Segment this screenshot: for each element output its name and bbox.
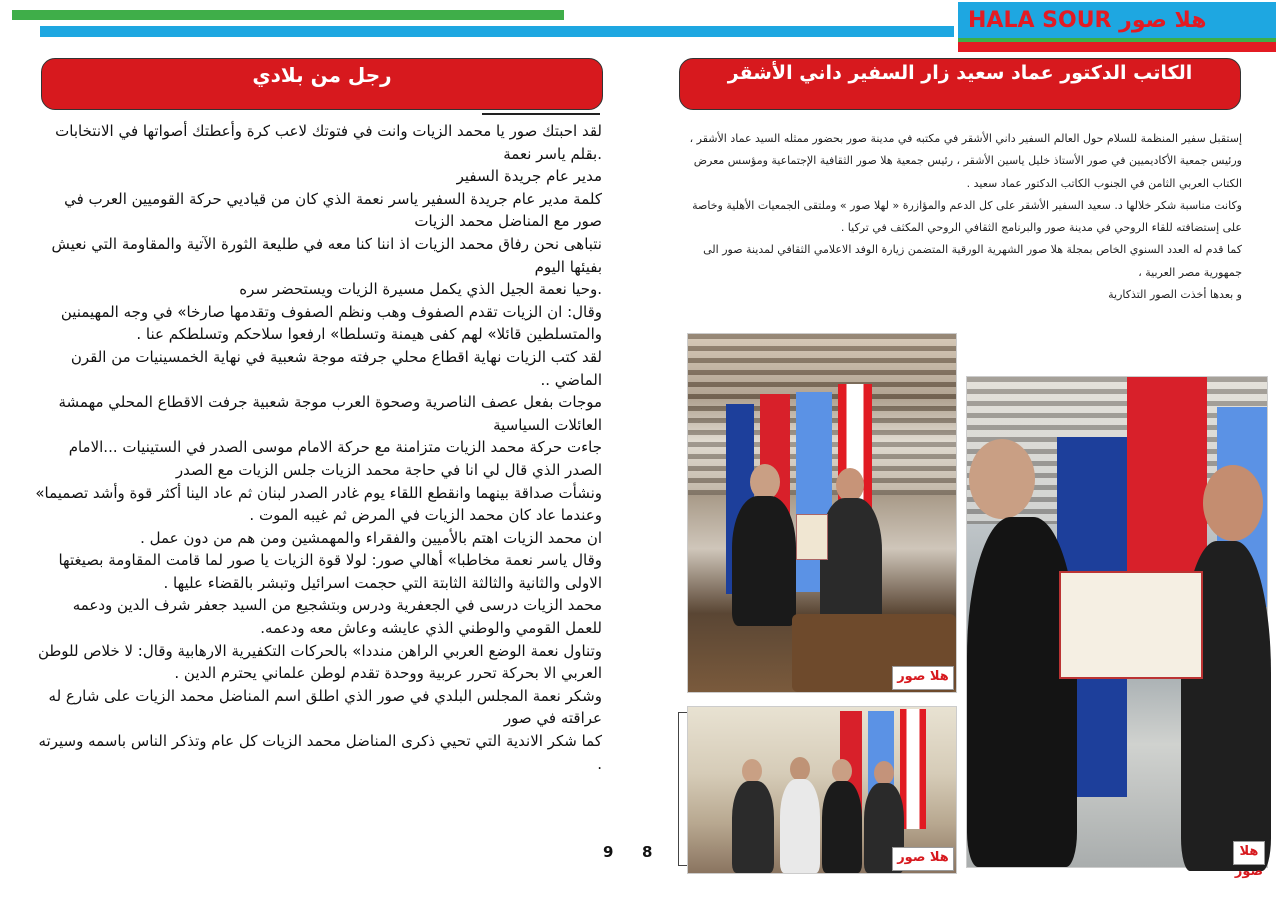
article-paragraph: كما قدم له العدد السنوي الخاص بمجلة هلا صور الشهرية الورقية المتضمن زيارة الوفد الاعلامي الثقافي لمدينة صور الى جمهورية مصر العربية ،	[703, 243, 1242, 279]
left-article-body	[34, 120, 602, 775]
article-paragraph: محمد الزيات درسى في الجعفرية ودرس وبتشجيع من السيد جعفر شرف الدين ودعمه للعمل القومي والوطني الذي عايشه وعاش معه ودعمه.	[72, 596, 602, 638]
magazine-icon	[1059, 571, 1203, 679]
right-article-body	[676, 128, 1242, 306]
person-body	[732, 496, 796, 626]
person-head	[836, 468, 864, 502]
page-number-left: 9	[603, 843, 614, 861]
photo-magazine-closeup	[966, 376, 1268, 879]
magazine-icon	[796, 514, 828, 560]
article-paragraph: نتباهى نحن رفاق محمد الزيات اذ اننا كنا معه في طليعة الثورة الآتية والمقاومة التي نعيش بفيئها اليوم	[51, 234, 602, 276]
article-paragraph: لقد كتب الزيات نهاية اقطاع محلي جرفته موجة شعبية في نهاية الخمسينيات من القرن الماضي ..	[70, 347, 602, 389]
article-paragraph: كما شكر الاندية التي تحيي ذكرى المناضل محمد الزيات كل عام وتذكر الناس باسمه وسيرته .	[38, 732, 602, 773]
person-head	[750, 464, 780, 500]
article-paragraph: كلمة مدير عام جريدة السفير ياسر نعمة الذي كان من قياديي حركة القوميين العرب في صور مع المناضل محمد الزيات	[64, 189, 602, 231]
lebanon-flag-icon	[900, 709, 926, 829]
person-head	[1203, 465, 1263, 541]
person-head	[874, 761, 894, 785]
left-article-title: رجل من بلادي	[41, 58, 603, 110]
right-article-title: الكاتب الدكتور عماد سعيد زار السفير داني الأشقر	[679, 58, 1241, 110]
hala-sour-logo: هلا صور	[892, 847, 954, 871]
article-paragraph: وتناول نعمة الوضع العربي الراهن منددا» بالحركات التكفيرية الارهابية وقال: لا خلاص للوطن العربي الا بحركة تحرر عربية ووحدة تقدم لوطن علماني يحترم الدين .	[37, 641, 602, 683]
article-paragraph: و بعدها أخذت الصور التذكارية	[1108, 288, 1242, 302]
blue-top-bar	[40, 26, 954, 37]
article-paragraph: وقال ياسر نعمة مخاطبا» أهالي صور: لولا قوة الزيات يا صور لما قامت المقاومة بصيغتها الاولى والثانية والثالثة الثابتة التي حجمت اسرائيل وتبشر بالقضاء عليها .	[58, 551, 602, 592]
article-paragraph: جاءت حركة محمد الزيات متزامنة مع حركة الامام موسى الصدر في الستينيات ...الامام الصدر الذي قال لي انا في حاجة محمد الزيات جلس الزيات مع الصدر	[68, 438, 602, 479]
article-paragraph: وشكر نعمة المجلس البلدي في صور الذي اطلق اسم المناضل محمد الزيات على شارع له عراقته في صور	[48, 686, 602, 728]
person-head	[790, 757, 810, 781]
article-paragraph: مدير عام جريدة السفير	[456, 167, 602, 186]
person-head	[742, 759, 762, 783]
article-paragraph: .بقلم ياسر نعمة	[503, 144, 602, 163]
person-body	[967, 517, 1077, 867]
left-title-underline	[482, 113, 600, 115]
article-paragraph: ونشأت صداقة بينهما وانقطع اللقاء يوم غادر الصدر لبنان ثم عاد الينا أكثر قوة وأشد تصميما» وعندما عاد كان محمد الزيات في المرض ثم غيبه الموت .	[35, 483, 602, 525]
person-head	[969, 439, 1035, 519]
article-paragraph: إستقبل سفير المنظمة للسلام حول العالم السفير داني الأشقر في مكتبه في مدينة صور بحضور ممثله السيد عماد الأشقر ، ورئيس جمعية الأكاديميين في صور الأستاذ خليل ياسين الأشقر ، رئيس جمعية هلا صور الثقافية الإجتماعية ومؤسس معرض الكتاب العربي الثامن في الجنوب الكاتب الدكتور عماد سعيد .	[689, 132, 1242, 190]
page-number-right: 8	[642, 843, 653, 861]
photo-handover-office	[687, 333, 957, 693]
photo-group	[687, 706, 957, 874]
article-paragraph: موجات بفعل عصف الناصرية وصحوة العرب موجة شعبية جرفت الاقطاع المحلي مهمشة العائلات السياسية	[58, 393, 602, 434]
person-body	[780, 779, 820, 873]
article-paragraph: وكانت مناسبة شكر خلالها د. سعيد السفير الأشقر على كل الدعم والمؤازرة « لهلا صور » وملتقى الجمعيات الأهلية وخاصة على إستضافته للقاء الروحي في مدينة صور والبرنامج الثقافي الروحي المكثف في تركيا .	[692, 198, 1242, 235]
hala-sour-logo: هلا صور	[892, 666, 954, 690]
article-paragraph: وقال: ان الزيات تقدم الصفوف وهب ونظم الصفوف وتقدمها صارخا» في وجه المهيمنين والمتسلطين قائلا» لهم كفى هيمنة وتسلطا» ارفعوا سلاحكم وتسلطكم عنا .	[60, 302, 602, 344]
article-paragraph: .وحيا نعمة الجيل الذي يكمل مسيرة الزيات ويستحضر سره	[239, 280, 602, 299]
article-paragraph: لقد احبتك صور يا محمد الزيات وانت في فتوتك لاعب كرة وأعطتك أصواتها في الانتخابات	[55, 122, 602, 140]
article-paragraph: ان محمد الزيات اهتم بالأميين والفقراء والمهمشين ومن هم من دون عمل .	[140, 528, 602, 547]
masthead-red-stripe	[958, 42, 1276, 52]
green-top-bar	[12, 10, 564, 20]
person-body	[820, 498, 882, 628]
hala-sour-logo: هلا صور	[1233, 841, 1265, 865]
masthead-brand: HALA SOUR هلا صور	[968, 8, 1207, 33]
person-body	[732, 781, 774, 873]
person-body	[822, 781, 862, 873]
person-head	[832, 759, 852, 783]
